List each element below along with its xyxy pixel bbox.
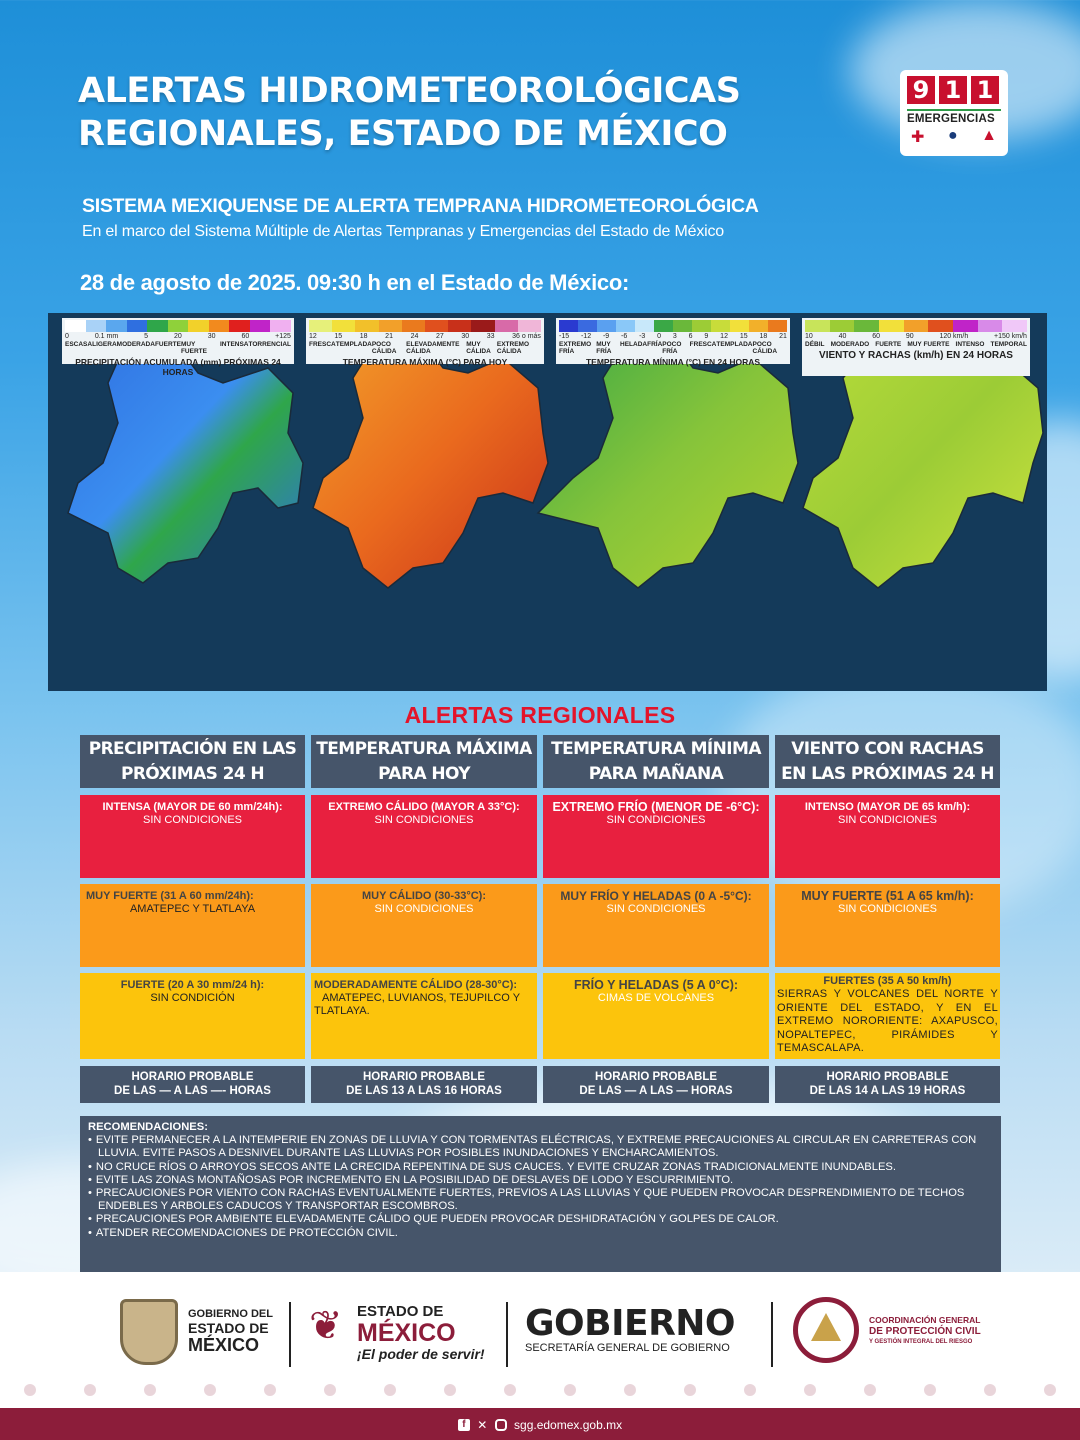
horario-line: DE LAS 13 A LAS 16 HORAS <box>346 1085 502 1097</box>
digit-1a: 1 <box>939 76 967 104</box>
col-head-line: PARA HOY <box>378 764 470 784</box>
emergency-911-logo <box>900 70 1008 156</box>
horario-precipitation <box>80 1066 305 1103</box>
alert-level: MUY FUERTE (51 A 65 km/h): <box>801 889 974 903</box>
title-line-1: ALERTAS HIDROMETEOROLÓGICAS <box>78 71 741 111</box>
alert-cell-orange-wind <box>775 884 1000 967</box>
system-name: SISTEMA MEXIQUENSE DE ALERTA TEMPRANA HIDROMETEOROLÓGICA <box>82 195 759 217</box>
legend-title: VIENTO Y RACHAS (km/h) EN 24 HORAS <box>819 350 1013 361</box>
col-head-precipitation <box>80 735 305 788</box>
legend-cat: FUERTE <box>875 341 902 348</box>
legend-cat: TEMPORAL <box>990 341 1027 348</box>
police-cap-icon: ● <box>947 127 958 144</box>
digit-9: 9 <box>907 76 935 104</box>
legend-tick: 9 <box>704 333 709 340</box>
legend-tick: 30 <box>461 333 470 340</box>
legend-cat: TEMPLADA <box>335 341 372 348</box>
alert-value: SIN CONDICIÓN <box>150 992 235 1004</box>
recommendation-item: • EVITE PERMANECER A LA INTEMPERIE EN ZONAS DE LLUVIA Y CON TORMENTAS ELÉCTRICAS, Y EXTREME PRECAUCIONES AL CIRCULAR EN CARRETERAS CON LLUVIA. EVITE PASOS A DESNIVEL DURANTE LAS LLUVIAS POR POSIBLES INUNDACIONES Y ENCHARCAMIENTOS. <box>88 1134 993 1160</box>
legend-tick: 40 <box>838 333 847 340</box>
legend-cat: ELEVADAMENTE CÁLIDA <box>406 341 460 355</box>
legend-cat: LIGERA <box>92 341 117 348</box>
facebook-icon[interactable]: f <box>458 1419 470 1431</box>
alert-value: SIN CONDICIONES <box>374 903 474 915</box>
legend-tick: +125 <box>275 333 291 340</box>
logo3-main: GOBIERNO <box>525 1303 736 1344</box>
col-head-wind <box>775 735 1000 788</box>
legend-cat: POCO FRÍA <box>662 341 682 355</box>
legend-cat: INTENSA <box>219 341 249 348</box>
legend-tick: 20 <box>173 333 182 340</box>
fire-icon: ▲ <box>981 127 997 144</box>
legend-cat: MUY CÁLIDA <box>466 341 491 355</box>
legend-tick: 12 <box>720 333 728 340</box>
col-head-line: TEMPERATURA MÍNIMA <box>551 739 761 759</box>
alert-value: AMATEPEC Y TLATLAYA <box>129 903 256 915</box>
title-line-2: REGIONALES, ESTADO DE MÉXICO <box>78 114 728 154</box>
legend-tick: 3 <box>672 333 677 340</box>
legend-tick: 0 <box>657 333 662 340</box>
logo4-line: Y GESTIÓN INTEGRAL DEL RIESGO <box>869 1339 973 1345</box>
legend-tick: 12 <box>309 333 317 340</box>
logo1-line: MÉXICO <box>188 1335 260 1355</box>
legend-tick: 60 <box>872 333 881 340</box>
hummingbird-icon: ❦ <box>309 1304 343 1348</box>
legend-tick: 33 <box>486 333 495 340</box>
logo1-line: GOBIERNO DEL <box>188 1308 273 1320</box>
alert-cell-yellow-max-temperature <box>311 973 537 1059</box>
legend-tick: -6 <box>621 333 628 340</box>
alert-level: FUERTES (35 A 50 km/h) <box>823 975 952 987</box>
alert-level: MUY CÁLIDO (30-33°C): <box>362 890 486 902</box>
legend-cat: POCO CÁLIDA <box>371 341 397 355</box>
x-twitter-icon[interactable]: ✕ <box>477 1417 488 1432</box>
horario-line: DE LAS — A LAS — HORAS <box>579 1085 733 1097</box>
legend-tick: 90 <box>905 333 914 340</box>
legend-precipitation <box>62 318 294 377</box>
legend-cat: FRESCA <box>689 341 717 348</box>
alert-value: CIMAS DE VOLCANES <box>597 992 715 1004</box>
legend-tick: 24 <box>410 333 419 340</box>
alert-value: SIN CONDICIONES <box>837 903 937 915</box>
alert-level: MODERADAMENTE CÁLIDO (28-30°C): <box>314 979 518 991</box>
alert-level: FRÍO Y HELADAS (5 A 0°C): <box>573 978 739 992</box>
legend-tmax-colorbar <box>309 320 541 332</box>
legend-tick: 0 <box>65 333 69 340</box>
legend-cat: MODERADA <box>116 341 155 348</box>
legend-cat: MUY FUERTE <box>180 341 207 355</box>
alert-cell-yellow-min-temperature <box>543 973 769 1059</box>
col-head-line: PARA MAÑANA <box>588 764 724 784</box>
alert-level: EXTREMO FRÍO (MENOR DE -6°C): <box>552 800 760 814</box>
legend-cat: FRESCA <box>309 341 336 348</box>
legend-max-temperature <box>306 318 544 367</box>
col-head-line: VIENTO CON RACHAS <box>791 739 984 759</box>
col-head-line: PRECIPITACIÓN EN LAS <box>88 739 297 759</box>
min-temperature-map <box>538 335 798 588</box>
alert-value: SIN CONDICIONES <box>606 814 706 826</box>
col-head-line: TEMPERATURA MÁXIMA <box>316 739 532 759</box>
legend-tick: 21 <box>779 333 787 340</box>
legend-title: TEMPERATURA MÁXIMA (°C) PARA HOY <box>342 357 508 367</box>
logo3-sub: SECRETARÍA GENERAL DE GOBIERNO <box>525 1342 730 1354</box>
horario-max-temperature <box>311 1066 537 1103</box>
col-head-line: PRÓXIMAS 24 H <box>120 764 265 784</box>
logo2-slogan: ¡El poder de servir! <box>357 1346 485 1362</box>
legend-tick: 18 <box>359 333 368 340</box>
legend-tick: 5 <box>144 333 149 340</box>
alert-cell-orange-min-temperature <box>543 884 769 967</box>
alerts-heading: ALERTAS REGIONALES <box>404 702 676 728</box>
alert-value: SIERRAS Y VOLCANES DEL NORTE Y ORIENTE DEL ESTADO, Y EN EL EXTREMO NORORIENTE: AXAPUSCO, NOPALTEPEC, PIRÁMIDES Y TEMASCALAPA. <box>777 988 998 1054</box>
alert-cell-orange-max-temperature <box>311 884 537 967</box>
legend-cat: EXTREMO CÁLIDA <box>496 341 530 355</box>
emergencias-label: EMERGENCIAS <box>907 109 1001 125</box>
legend-title: PRECIPITACIÓN ACUMULADA (mm) PRÓXIMAS 24 HORAS <box>75 357 281 377</box>
legend-cat: HELADA <box>620 341 648 348</box>
alert-level: INTENSO (MAYOR DE 65 km/h): <box>804 801 971 813</box>
legend-cat: POCO CÁLIDA <box>752 341 778 355</box>
logo4-line: COORDINACIÓN GENERAL <box>869 1315 981 1325</box>
alert-level: INTENSA (MAYOR DE 60 mm/24h): <box>102 801 283 813</box>
legend-tick: 6 <box>688 333 693 340</box>
col-head-max-temperature <box>311 735 537 788</box>
legend-cat: FRÍA <box>647 341 663 348</box>
legend-tick: +150 km/h <box>994 333 1027 340</box>
red-cross-icon: ✚ <box>911 129 925 146</box>
legend-tick: 18 <box>759 333 768 340</box>
alert-cell-orange-precipitation <box>80 884 305 967</box>
recommendation-item: • ATENDER RECOMENDACIONES DE PROTECCIÓN CIVIL. <box>88 1227 993 1240</box>
legend-cat: DÉBIL <box>805 341 825 348</box>
alert-value: SIN CONDICIONES <box>837 814 937 826</box>
legend-precipitation-colorbar <box>65 320 291 332</box>
recommendations-title: RECOMENDACIONES: <box>88 1121 208 1133</box>
legend-cat: MODERADO <box>830 341 870 348</box>
horario-line: HORARIO PROBABLE <box>131 1071 254 1083</box>
website-link[interactable]: sgg.edomex.gob.mx <box>514 1417 623 1432</box>
alert-cell-red-wind <box>775 795 1000 878</box>
recommendations-box <box>80 1116 1001 1273</box>
legend-wind-colorbar <box>805 320 1027 332</box>
col-head-min-temperature <box>543 735 769 788</box>
legend-tmin-colorbar <box>559 320 787 332</box>
page-title <box>78 70 858 156</box>
alert-value: SIN CONDICIONES <box>606 903 706 915</box>
legend-tick: -9 <box>602 333 610 340</box>
alert-cell-red-max-temperature <box>311 795 537 878</box>
alert-cell-red-min-temperature <box>543 795 769 878</box>
recommendation-item: • EVITE LAS ZONAS MONTAÑOSAS POR INCREMENTO EN LA POSIBILIDAD DE DESLAVES DE LODO Y ESCURRIMIENTO. <box>88 1174 993 1187</box>
legend-tick: 27 <box>435 333 444 340</box>
col-head-line: EN LAS PRÓXIMAS 24 H <box>781 764 994 784</box>
horario-wind <box>775 1066 1000 1103</box>
legend-title: TEMPERATURA MÍNIMA (°C) EN 24 HORAS <box>585 357 761 367</box>
legend-cat: INTENSO <box>955 341 985 348</box>
alert-value: AMATEPEC, LUVIANOS, TEJUPILCO Y TLATLAYA. <box>314 992 520 1017</box>
horario-min-temperature <box>543 1066 769 1103</box>
legend-tick: -3 <box>639 333 646 340</box>
system-context: En el marco del Sistema Múltiple de Alertas Tempranas y Emergencias del Estado de México <box>82 223 724 240</box>
recommendation-item: • NO CRUCE RÍOS O ARROYOS SECOS ANTE LA CRECIDA REPENTINA DE SUS CAUCES. Y EVITE CRUZAR ZONAS TRADICIONALMENTE INUNDABLES. <box>88 1161 993 1174</box>
horario-line: HORARIO PROBABLE <box>362 1071 486 1083</box>
legend-tick: 10 <box>805 333 813 340</box>
alert-level: MUY FRÍO Y HELADAS (0 A -5°C): <box>560 889 752 903</box>
digit-1b: 1 <box>971 76 999 104</box>
legend-cat: MUY FRÍA <box>596 341 612 355</box>
horario-line: HORARIO PROBABLE <box>594 1071 718 1083</box>
legend-wind <box>802 318 1030 376</box>
alert-cell-yellow-precipitation <box>80 973 305 1059</box>
legend-tick: 15 <box>739 333 748 340</box>
horario-line: DE LAS 14 A LAS 19 HORAS <box>809 1085 966 1097</box>
logo2-line: ESTADO DE <box>357 1303 444 1320</box>
legend-tick: -15 <box>559 333 570 340</box>
logo2-line: MÉXICO <box>357 1319 456 1347</box>
logo1-line: ESTADO DE <box>188 1320 269 1336</box>
legend-tick: -12 <box>580 333 592 340</box>
decorative-pattern <box>0 1350 1080 1408</box>
alert-value: SIN CONDICIONES <box>374 814 474 826</box>
horario-line: HORARIO PROBABLE <box>826 1071 949 1083</box>
horario-line: DE LAS — A LAS —- HORAS <box>114 1085 271 1097</box>
legend-cat: TORRENCIAL <box>248 341 291 348</box>
legend-cat: MUY FUERTE <box>907 341 950 348</box>
alert-level: FUERTE (20 A 30 mm/24 h): <box>120 979 265 991</box>
alert-cell-yellow-wind <box>775 973 1000 1059</box>
social-bar <box>0 1408 1080 1440</box>
legend-min-temperature <box>556 318 790 367</box>
alert-level: EXTREMO CÁLIDO (MAYOR A 33°C): <box>328 801 520 813</box>
legend-tick: 36 o más <box>512 333 541 340</box>
recommendation-item: • PRECAUCIONES POR AMBIENTE ELEVADAMENTE CÁLIDO QUE PUEDEN PROVOCAR DESHIDRATACIÓN Y GOLPES DE CALOR. <box>88 1213 993 1226</box>
logo4-line: DE PROTECCIÓN CIVIL <box>869 1326 981 1337</box>
legend-cat: FUERTE <box>154 341 181 348</box>
alert-level: MUY FUERTE (31 A 60 mm/24h): <box>86 890 254 902</box>
legend-tick: 120 km/h <box>939 333 969 340</box>
legend-cat: TEMPLADA <box>716 341 753 348</box>
legend-tick: 21 <box>385 333 393 340</box>
legend-cat: ESCASA <box>65 341 93 348</box>
max-temperature-map <box>313 335 548 588</box>
instagram-icon[interactable] <box>495 1419 507 1431</box>
legend-tick: 15 <box>334 333 343 340</box>
legend-cat: EXTREMO FRÍA <box>559 341 592 355</box>
alert-cell-red-precipitation <box>80 795 305 878</box>
legend-tick: 0.1 mm <box>94 333 119 340</box>
legend-tick: 60 <box>241 333 250 340</box>
alert-value: SIN CONDICIONES <box>142 814 242 826</box>
legend-tick: 30 <box>207 333 216 340</box>
report-date: 28 de agosto de 2025. 09:30 h en el Estado de México: <box>80 270 629 295</box>
recommendation-item: • PRECAUCIONES POR VIENTO CON RACHAS EVENTUALMENTE FUERTES, PREVIOS A LAS LLUVIAS Y QUE PUEDEN PROVOCAR DESPRENDIMIENTO DE TECHOS ENDEBLES Y ARBOLES CADUCOS Y TRANSPORTAR ESCOMBROS. <box>88 1187 993 1213</box>
